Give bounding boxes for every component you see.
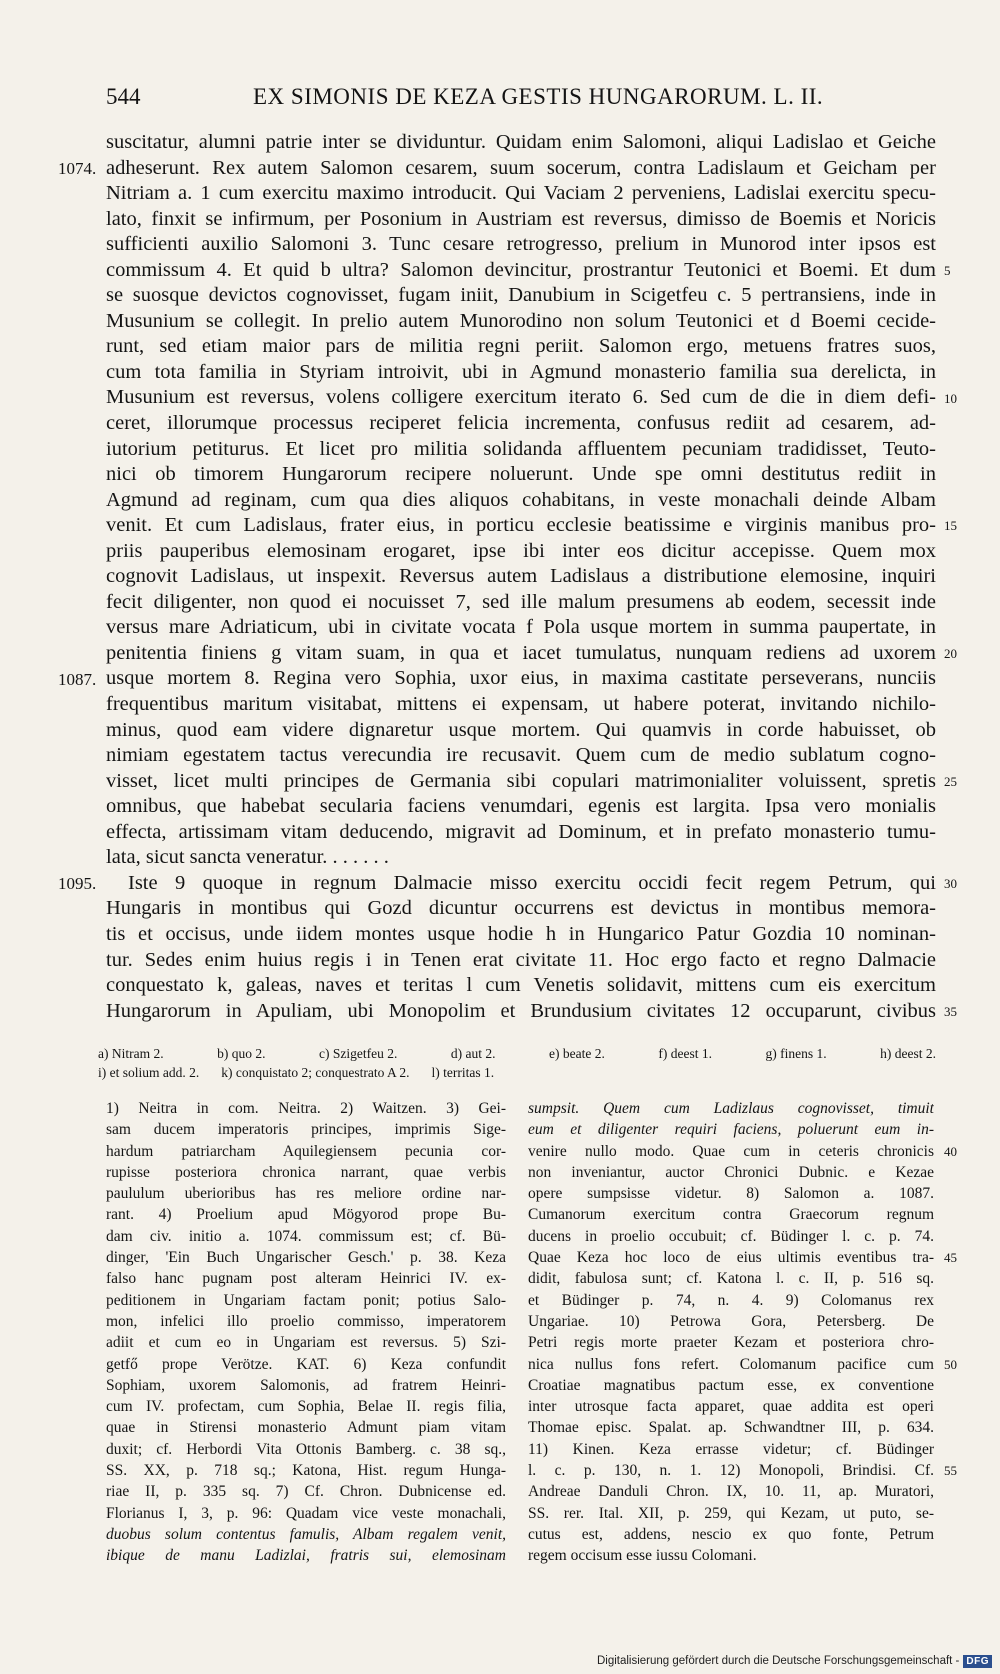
- text-line: tis et occisus, unde iidem montes usque hodie h in Hungarico Patur Gozdia 10 nominan-: [106, 922, 936, 945]
- apparatus-entry: f) deest 1.: [658, 1046, 712, 1061]
- footnote-line: Cumanorum exercitum contra Graecorum regnum: [528, 1206, 934, 1224]
- text-line: minus, quod eam videre dignaretur usque mortem. Qui quamvis in corde habuisset, ob: [106, 718, 936, 741]
- footnote-line: et Büdinger p. 74, n. 4. 9) Colomanus rex: [528, 1291, 934, 1309]
- page-number: 544: [106, 84, 141, 109]
- running-title: EX SIMONIS DE KEZA GESTIS HUNGARORUM. L. II.: [253, 84, 824, 109]
- apparatus-entry: i) et solium add. 2.: [98, 1065, 200, 1080]
- apparatus-row: [98, 1044, 936, 1063]
- line-number: 10: [944, 390, 957, 406]
- footnote-line: sam ducem imperatoris principes, imprimis Sige-: [106, 1121, 506, 1139]
- text-line: frequentibus maritum visitabat, mittens ei expensam, ut habere poterat, invitando nichilo-: [106, 693, 936, 716]
- text-line: usque mortem 8. Regina vero Sophia, uxor eius, in maxima castitate perseverans, nunciis: [106, 667, 936, 690]
- text-line: Hungaris in montibus qui Gozd dicuntur occurrens est devictus in montibus memora-: [106, 897, 936, 920]
- footnote-line: getfő prope Verötze. KAT. 6) Keza confundit: [106, 1355, 506, 1373]
- text-line: nimiam egestatem tactus verecundia ire recusavit. Quem cum de medio sublatum cogno-: [106, 744, 936, 767]
- text-line: cognovit Ladislaus, ut inspexit. Reversus autem Ladislaus a distributione elemosine, inquiri: [106, 565, 936, 588]
- apparatus-entry: h) deest 2.: [880, 1046, 936, 1061]
- footnote-line: 1) Neitra in com. Neitra. 2) Waitzen. 3) Gei-: [106, 1100, 506, 1117]
- line-number: 55: [944, 1463, 957, 1479]
- line-number: 20: [944, 646, 957, 661]
- main-text-block: [106, 130, 936, 1024]
- text-line: ceret, illorumque processus reciperet felicia incrementa, confusus rediit ad cesarem, ad-: [106, 412, 936, 435]
- footnotes-right-column: [528, 1098, 934, 1567]
- line-number: 50: [944, 1356, 957, 1372]
- footnote-line: inter utrosque facta apparet, quae addita est operi: [528, 1398, 934, 1416]
- footnote-line: Croatiae magnatibus pactum esse, ex conventione: [528, 1376, 934, 1394]
- text-line: venit. Et cum Ladislaus, frater eius, in porticu ecclesie beatissime e virginis manibus pro-: [106, 514, 936, 537]
- apparatus-entry: l) territas 1.: [431, 1065, 495, 1080]
- text-line: tur. Sedes enim huius regis i in Tenen erat civitate 11. Hoc ergo facto et regno Dalmacie: [106, 948, 936, 971]
- apparatus-entry: a) Nitram 2.: [98, 1046, 164, 1061]
- footnote-line: eum et diligenter requiri faciens, poluerunt eum in-: [528, 1121, 934, 1139]
- text-line: Hungarorum in Apuliam, ubi Monopolim et Brundusium civitates 12 occuparunt, civibus: [106, 999, 936, 1022]
- text-line: se suosque devictos cognovisset, fugam iniit, Danubium in Scigetfeu c. 5 pertransiens, inde in: [106, 284, 936, 307]
- dfg-logo: DFG: [963, 1655, 992, 1668]
- footnote-line: rupisse posteriora chronica narrant, quae verbis: [106, 1163, 506, 1181]
- apparatus-entry: b) quo 2.: [217, 1046, 266, 1061]
- text-line: cum tota familia in Styriam introivit, ubi in Agmund monasterio familia sua derelicta, in: [106, 360, 936, 383]
- footnote-line: Thomae episc. Spalat. ap. Schwandtner III, p. 634.: [528, 1419, 934, 1437]
- text-line: Musunium est reversus, volens colligere exercitum iterato 6. Sed cum de die in diem defi-: [106, 386, 936, 409]
- footnote-line: duxit; cf. Herbordi Vita Ottonis Bamberg. c. 38 sq.,: [106, 1440, 506, 1458]
- footnote-line: nica nullus fons refert. Colomanum pacifice cum: [528, 1355, 934, 1373]
- footnote-line: falso hanc pugnam post alteram Heinrici IV. ex-: [106, 1270, 506, 1288]
- footnote-line: ducens in proelio occubuit; cf. Büdinger l. c. p. 74.: [528, 1227, 934, 1245]
- margin-year: 1087.: [58, 669, 97, 689]
- text-line: Musunium se collegit. In prelio autem Munorodino non solum Teutonici et d Boemi cecide-: [106, 309, 936, 332]
- text-line: penitentia finiens g vitam suam, in qua et iacet tumulatus, nunquam rediens ad uxorem: [106, 641, 936, 664]
- line-number: 45: [944, 1250, 957, 1266]
- apparatus-entry: k) conquistato 2; conquestrato A 2.: [221, 1065, 410, 1080]
- text-line: omnibus, que habebat secularia faciens venumdari, egenis est largita. Ipsa vero monialis: [106, 795, 936, 818]
- footnote-line: peditionem in Ungariam factam ponit; potius Salo-: [106, 1291, 506, 1309]
- text-line: nici ob timorem Hungarorum recipere noluerunt. Unde spe omni destitutus rediit in: [106, 463, 936, 486]
- footnote-line: opere sumpsisse videtur. 8) Salomon a. 1087.: [528, 1185, 934, 1203]
- footnote-line: Petri regis morte praeter Kezam et posteriora chro-: [528, 1334, 934, 1352]
- text-line: suscitatur, alumni patrie inter se dividuntur. Quidam enim Salomoni, aliqui Ladislao et Geiche: [106, 131, 936, 153]
- footnote-line: SS. XX, p. 718 sq.; Katona, Hist. regum Hunga-: [106, 1462, 506, 1480]
- footnote-line: SS. rer. Ital. XII, p. 259, qui Kezam, ut puto, se-: [528, 1504, 934, 1522]
- text-line: lato, finxit se infirmum, per Posonium in Austriam est reversus, dimisso de Boemis et Noricis: [106, 207, 936, 230]
- footnote-line: ibique de manu Ladizlai, fratris sui, elemosinam: [106, 1547, 506, 1565]
- text-line: Agmund ad reginam, cum qua dies aliquos cohabitans, in veste monachali deinde Albam: [106, 488, 936, 511]
- footnote-line: dinger, 'Ein Buch Ungarischer Gesch.' p. 38. Keza: [106, 1249, 506, 1267]
- funding-note: Digitalisierung gefördert durch die Deutsche Forschungsgemeinschaft -: [596, 1655, 960, 1667]
- text-line: runt, sed etiam maior pars de militia regni periit. Salomon ergo, metuens fratres suos,: [106, 335, 936, 358]
- footnote-line: riae II, p. 335 sq. 7) Cf. Chron. Dubnicense ed.: [106, 1483, 506, 1501]
- footnote-line: quae in Stirensi monasterio Admunt piam vitam: [106, 1419, 506, 1437]
- apparatus-entry: d) aut 2.: [450, 1046, 496, 1061]
- line-number: 5: [944, 262, 951, 278]
- footnote-line: venire nullo modo. Quae cum in ceteris chronicis: [528, 1142, 934, 1160]
- text-line: lata, sicut sancta veneratur. . . . . . .: [106, 846, 389, 869]
- footnote-line: cum IV. profectam, cum Sophia, Belae II. regis filia,: [106, 1398, 506, 1416]
- apparatus-entry: e) beate 2.: [549, 1046, 605, 1061]
- footnotes-left-column: [106, 1098, 506, 1567]
- footnote-line: adiit et cum eo in Ungariam est reversus. 5) Szi-: [106, 1334, 506, 1352]
- line-number: 35: [944, 1003, 957, 1019]
- footnote-line: Ungariae. 10) Petrowa Gora, Petersberg. De: [528, 1312, 934, 1330]
- line-number: 15: [944, 518, 957, 534]
- footnote-line: l. c. p. 130, n. 1. 12) Monopoli, Brindisi. Cf.: [528, 1462, 934, 1480]
- text-line: fecit diligenter, non quod ei nocuisset 7, sed ille malum presumens ab eodem, secessit inde: [106, 590, 936, 613]
- text-line: sufficienti auxilio Salomoni 3. Tunc cesare retrogresso, prelium in Munorod inter ipsos est: [106, 233, 936, 256]
- margin-year: 1074.: [58, 158, 97, 178]
- footnote-line: paululum uberioribus has res meliore ordine nar-: [106, 1185, 506, 1203]
- footnote-line: Andreae Danduli Chron. IX, 10. 11, ap. Muratori,: [528, 1483, 934, 1501]
- line-number: 25: [944, 773, 957, 789]
- text-line: effecta, artissimam vitam deducendo, migravit ad Dominum, et in prefato monasterio tumu-: [106, 820, 936, 843]
- footnote-line: duobus solum contentus famulis, Albam regalem venit,: [106, 1525, 506, 1543]
- apparatus-row: [98, 1063, 936, 1082]
- footnote-line: 11) Kinen. Keza errasse videtur; cf. Büdinger: [528, 1440, 934, 1458]
- critical-apparatus: [98, 1044, 936, 1082]
- apparatus-entry: g) finens 1.: [765, 1046, 827, 1061]
- footnote-line: dam civ. initio a. 1074. commissum est; cf. Bü-: [106, 1227, 506, 1245]
- footnote-line: Quae Keza hoc loco de eius ultimis eventibus tra-: [528, 1249, 934, 1267]
- footnote-line: sumpsit. Quem cum Ladizlaus cognovisset, timuit: [528, 1100, 934, 1117]
- text-line: conquestato k, galeas, naves et teritas l cum Venetis solidavit, mittens cum eis exercitum: [106, 974, 936, 997]
- text-line: priis pauperibus elemosinam erogaret, ipse ibi inter eos dicitur accepisse. Quem mox: [106, 539, 936, 562]
- footnote-line: hardum patriarcham Aquilegiensem pecunia cor-: [106, 1142, 506, 1160]
- apparatus-entry: c) Szigetfeu 2.: [319, 1046, 398, 1061]
- text-line: iutorium petiturus. Et licet pro militia solidanda affluentem pecuniam tradidisset, Teuto-: [106, 437, 936, 460]
- text-line: adheserunt. Rex autem Salomon cesarem, suum socerum, contra Ladislaum et Geicham per: [106, 156, 936, 179]
- text-line: commissum 4. Et quid b ultra? Salomon devincitur, prostrantur Teutonici et Boemi. Et dum: [106, 258, 936, 281]
- margin-year: 1095.: [58, 873, 97, 893]
- text-line: versus mare Adriaticum, ubi in civitate vocata f Pola usque mortem in summa paupertate, in: [106, 616, 936, 639]
- footnote-line: Florianus I, 3, p. 96: Quadam vice veste monachali,: [106, 1504, 506, 1522]
- text-line: visset, licet multi principes de Germania sibi copulari matrimonialiter voluissent, spretis: [106, 769, 936, 792]
- footnote-line: cutus est, addens, nescio ex quo fonte, Petrum: [528, 1525, 934, 1543]
- line-number: 30: [944, 875, 957, 891]
- footnote-line: Sophiam, uxorem Salomonis, ad fratrem Heinri-: [106, 1376, 506, 1394]
- digitization-footer: [596, 1653, 992, 1669]
- footnote-line: non inveniantur, auctor Chronici Dubnic. e Kezae: [528, 1163, 934, 1181]
- text-line: Iste 9 quoque in regnum Dalmacie misso exercitu occidi fecit regem Petrum, qui: [128, 871, 936, 894]
- footnote-line: rant. 4) Proelium apud Mögyorod prope Bu-: [106, 1206, 506, 1224]
- line-number: 40: [944, 1143, 957, 1159]
- footnote-line: didit, fabulosa sunt; cf. Katona l. c. II, p. 516 sq.: [528, 1270, 934, 1288]
- footnote-line: mon, infelici illo proelio commisso, imperatorem: [106, 1312, 506, 1330]
- footnote-line: regem occisum esse iussu Colomani.: [528, 1547, 757, 1565]
- text-line: Nitriam a. 1 cum exercitu maximo introducit. Qui Vaciam 2 perveniens, Ladislai exercitu specu-: [106, 182, 936, 205]
- running-header: [106, 84, 906, 114]
